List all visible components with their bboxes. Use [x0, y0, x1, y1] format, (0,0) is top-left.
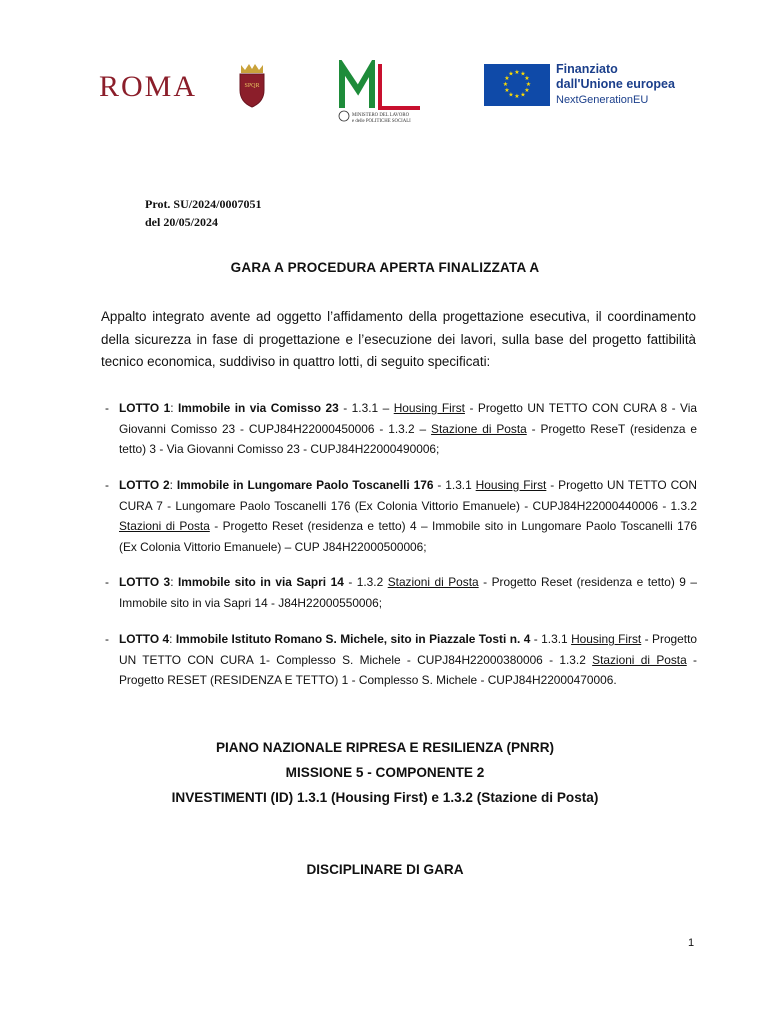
protocol-block	[145, 195, 261, 231]
list-bullet: -	[105, 632, 109, 646]
lotto-label: LOTTO 3	[119, 575, 171, 589]
list-bullet: -	[105, 401, 109, 415]
ministry-caption	[352, 113, 411, 124]
lotto-separator: :	[170, 401, 178, 415]
list-bullet: -	[105, 575, 109, 589]
svg-text:★: ★	[504, 75, 510, 82]
lotto-text: - Progetto UN TETTO CON CURA 8 - Via Giovanni Comisso 23 - CUPJ84H22000450006 - 1.3.2 –	[119, 401, 698, 436]
lotto-underlined-text: Housing First	[475, 478, 547, 492]
lotto-item	[105, 629, 697, 691]
lotto-label: LOTTO 4	[119, 632, 170, 646]
eu-flag-icon	[484, 64, 550, 106]
lotto-underlined-text: Stazioni di Posta	[119, 519, 210, 533]
lotto-label: LOTTO 2	[119, 478, 170, 492]
svg-text:★: ★	[508, 91, 514, 99]
lotto-label: LOTTO 1	[119, 401, 171, 415]
svg-text:★: ★	[524, 75, 530, 82]
svg-text:★: ★	[508, 70, 514, 78]
svg-text:★: ★	[502, 81, 509, 88]
ministry-caption-line1: MINISTERO DEL LAVORO	[352, 113, 410, 118]
lotto-separator: :	[170, 575, 178, 589]
svg-text:SPQR: SPQR	[244, 83, 260, 89]
eu-funded-line2: dall'Unione europea	[556, 77, 675, 91]
lotto-text: - 1.3.2	[343, 575, 388, 589]
list-bullet: -	[105, 478, 109, 492]
mission-heading: MISSIONE 5 - COMPONENTE 2	[285, 765, 485, 780]
lotto-text: - Progetto ReseT (residenza e tetto) 3 - Via Giovanni Comisso 23 - CUPJ84H22000490006;	[119, 421, 697, 456]
lotto-text: - Progetto RESET (RESIDENZA E TETTO) 1 - Complesso S. Michele - CUPJ84H22000470006.	[119, 652, 698, 687]
protocol-number: Prot. SU/2024/0007051	[145, 197, 262, 211]
page-number: 1	[688, 937, 695, 949]
svg-text:★: ★	[524, 87, 530, 94]
svg-text:★: ★	[514, 93, 520, 100]
lotto-separator: :	[169, 632, 176, 646]
lotto-item	[105, 572, 697, 613]
svg-text:★: ★	[514, 69, 520, 76]
ministry-caption-line2: e delle POLITICHE SOCIALI	[352, 118, 411, 124]
lotto-separator: :	[169, 478, 177, 492]
lotto-underlined-text: Stazioni di Posta	[592, 652, 687, 667]
lotto-underlined-text: Stazione di Posta	[431, 421, 527, 436]
lotto-underlined-text: Housing First	[571, 632, 642, 646]
lotto-item	[105, 398, 697, 460]
lotto-text: - 1.3.1	[433, 478, 476, 492]
svg-text:★: ★	[525, 81, 532, 88]
svg-text:★: ★	[520, 91, 526, 99]
eu-funded-line1: Finanziato	[556, 62, 618, 76]
roma-logo-text: ROMA	[99, 70, 198, 103]
lotto-text: - Progetto UN TETTO CON CURA 7 - Lungomare Paolo Toscanelli 176 (Ex Colonia Vittorio Emanuele) - CUPJ84H22000440006 - 1.3.2	[119, 478, 697, 513]
svg-text:★: ★	[504, 87, 510, 94]
lotto-text: - Progetto Reset (residenza e tetto) 4 – Immobile sito in Lungomare Paolo Toscanelli 176 (Ex Colonia Vittorio Emanuele) – CUP J84H22000500006;	[119, 519, 697, 554]
svg-text:★: ★	[520, 70, 526, 78]
lotto-name: Immobile in via Comisso 23	[178, 401, 339, 415]
roma-crest-icon	[232, 62, 272, 108]
document-title: GARA A PROCEDURA APERTA FINALIZZATA A	[230, 260, 540, 275]
lotto-name: Immobile in Lungomare Paolo Toscanelli 176	[176, 478, 434, 492]
lotto-item	[105, 475, 697, 557]
lotto-underlined-text: Housing First	[393, 401, 465, 415]
lotto-name: Immobile sito in via Sapri 14	[177, 575, 344, 589]
disciplinare-heading: DISCIPLINARE DI GARA	[306, 862, 464, 877]
investments-heading: INVESTIMENTI (ID) 1.3.1 (Housing First) e 1.3.2 (Stazione di Posta)	[171, 790, 599, 805]
lotto-name: Immobile Istituto Romano S. Michele, sito in Piazzale Tosti n. 4	[175, 632, 531, 646]
lotto-text: - 1.3.1	[530, 632, 572, 646]
lotto-underlined-text: Stazioni di Posta	[387, 575, 479, 589]
protocol-date: del 20/05/2024	[145, 215, 219, 229]
lotto-text: - 1.3.1 –	[338, 401, 394, 415]
eu-funded-line3: NextGenerationEU	[556, 94, 649, 106]
lotto-text: - Progetto UN TETTO CON CURA 1- Complesso S. Michele - CUPJ84H22000380006 - 1.3.2	[119, 632, 697, 667]
lotto-text: - Progetto Reset (residenza e tetto) 9 – Immobile sito in via Sapri 14 - J84H22000550006;	[119, 575, 697, 610]
intro-paragraph: Appalto integrato avente ad oggetto l’affidamento della progettazione esecutiva, il coordinamento della sicurezza in fase di progettazione e l’esecuzione dei lavori, sulla base del progetto fattibilità tecnico economica, suddiviso in quattro lotti, di seguito specificati:	[101, 309, 696, 369]
pnrr-heading: PIANO NAZIONALE RIPRESA E RESILIENZA (PNRR)	[215, 740, 555, 755]
